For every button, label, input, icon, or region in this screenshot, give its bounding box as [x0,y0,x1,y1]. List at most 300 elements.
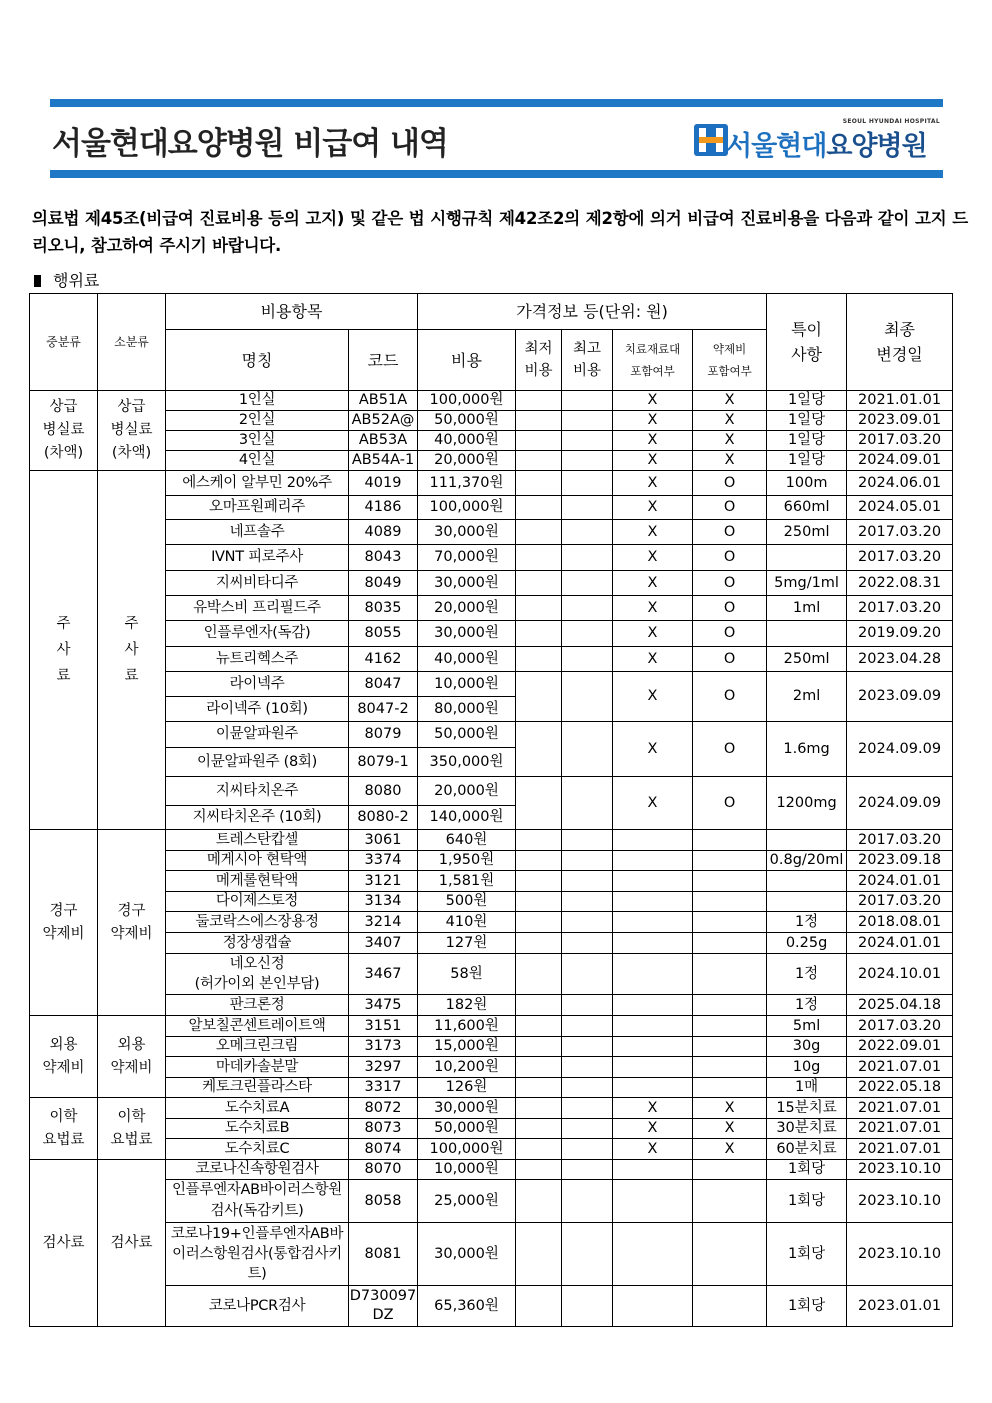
table-row [30,431,953,451]
item-material [613,1180,693,1223]
item-name: 케토크린플라스타 [166,1078,349,1098]
item-cost: 10,000원 [418,1160,516,1180]
logo-korean-text: 서울현대요양병원 [726,131,927,162]
item-date: 2021.07.01 [847,1139,953,1160]
item-material: X [613,621,693,647]
item-cost: 11,600원 [418,1016,516,1037]
item-date: 2024.09.09 [847,722,953,777]
table-row [30,1160,953,1180]
item-name: 코로나신속항원검사 [166,1160,349,1180]
item-name: 지씨타치온주 (10회) [166,806,349,830]
item-min [516,830,562,851]
header-major: 중분류 [30,294,98,391]
item-drug: O [693,722,767,777]
item-cost: 350,000원 [418,748,516,777]
table-row [30,851,953,871]
item-min [516,596,562,621]
table-row [30,1057,953,1078]
item-cost: 20,000원 [418,777,516,806]
item-date: 2021.07.01 [847,1119,953,1139]
item-max [562,672,613,722]
item-code: 3214 [349,912,418,933]
item-max [562,411,613,431]
item-code: 4186 [349,496,418,520]
item-cost: 40,000원 [418,647,516,672]
major-category: 검사료 [30,1160,98,1327]
item-name: 이뮨알파원주 (8회) [166,748,349,777]
item-drug: O [693,545,767,571]
item-code: 8049 [349,571,418,596]
item-max [562,1180,613,1223]
item-note: 1일당 [767,411,847,431]
item-note: 1200mg [767,777,847,830]
item-code: 8079-1 [349,748,418,777]
item-drug [693,830,767,851]
item-note: 1일당 [767,431,847,451]
item-note: 250ml [767,647,847,672]
item-min [516,520,562,545]
item-min [516,647,562,672]
item-drug [693,892,767,912]
item-cost: 1,581원 [418,871,516,892]
item-date: 2024.01.01 [847,871,953,892]
item-code: 3121 [349,871,418,892]
table-row [30,545,953,571]
table-row [30,621,953,647]
item-code: 8080 [349,777,418,806]
minor-category: 경구 약제비 [98,830,166,1016]
item-note: 15분치료 [767,1098,847,1119]
item-drug [693,912,767,933]
item-max [562,777,613,830]
item-note [767,545,847,571]
item-min [516,411,562,431]
item-date: 2023.09.18 [847,851,953,871]
item-name: IVNT 피로주사 [166,545,349,571]
item-min [516,1223,562,1286]
item-note: 100m [767,471,847,496]
item-name: 오마프원페리주 [166,496,349,520]
item-max [562,1078,613,1098]
item-min [516,451,562,471]
item-drug: X [693,391,767,411]
header-item-group: 비용항목 [166,294,418,330]
item-date: 2023.09.09 [847,672,953,722]
table-row [30,912,953,933]
item-name: 지씨비타디주 [166,571,349,596]
item-max [562,545,613,571]
item-drug [693,1286,767,1327]
item-cost: 182원 [418,995,516,1016]
item-cost: 30,000원 [418,571,516,596]
item-material: X [613,596,693,621]
item-material: X [613,451,693,471]
item-max [562,1160,613,1180]
header-cost: 비용 [418,330,516,391]
item-code: 8079 [349,722,418,748]
item-name: 3인실 [166,431,349,451]
header-minor: 소분류 [98,294,166,391]
item-name: 판크론정 [166,995,349,1016]
item-code: 3061 [349,830,418,851]
item-drug [693,1180,767,1223]
item-date: 2024.10.01 [847,954,953,995]
item-code: AB51A [349,391,418,411]
item-min [516,471,562,496]
item-drug: O [693,571,767,596]
header-updated: 최종 변경일 [847,294,953,391]
item-cost: 70,000원 [418,545,516,571]
major-category: 상급 병실료 (차액) [30,391,98,471]
item-date: 2024.09.09 [847,777,953,830]
item-date: 2021.01.01 [847,391,953,411]
item-name: 지씨타치온주 [166,777,349,806]
minor-category: 이학 요법료 [98,1098,166,1160]
item-min [516,1037,562,1057]
item-note: 30g [767,1037,847,1057]
item-cost: 500원 [418,892,516,912]
item-date: 2024.01.01 [847,933,953,954]
item-cost: 58원 [418,954,516,995]
item-code: 8073 [349,1119,418,1139]
item-drug: X [693,1139,767,1160]
item-note [767,830,847,851]
item-name: 1인실 [166,391,349,411]
item-name: 도수치료B [166,1119,349,1139]
item-max [562,912,613,933]
item-date: 2021.07.01 [847,1098,953,1119]
item-note: 0.8g/20ml [767,851,847,871]
header-max: 최고 비용 [562,330,613,391]
item-note: 1ml [767,596,847,621]
table-row [30,1180,953,1223]
item-min [516,1119,562,1139]
item-material [613,1057,693,1078]
item-code: 4089 [349,520,418,545]
item-date: 2023.10.10 [847,1223,953,1286]
item-drug [693,851,767,871]
item-material [613,912,693,933]
item-date: 2017.03.20 [847,431,953,451]
item-name: 에스케이 알부민 20%주 [166,471,349,496]
item-max [562,1057,613,1078]
table-row [30,995,953,1016]
item-material: X [613,672,693,722]
major-category: 외용 약제비 [30,1016,98,1098]
item-max [562,722,613,777]
item-material: X [613,571,693,596]
item-material [613,954,693,995]
item-cost: 100,000원 [418,391,516,411]
table-row [30,871,953,892]
item-cost: 111,370원 [418,471,516,496]
item-min [516,954,562,995]
item-code: AB54A-1 [349,451,418,471]
item-max [562,1223,613,1286]
hospital-logo [682,118,942,162]
item-material: X [613,647,693,672]
item-name: 네오신정 (허가이외 본인부담) [166,954,349,995]
item-code: 8058 [349,1180,418,1223]
item-code: 8070 [349,1160,418,1180]
item-code: 3134 [349,892,418,912]
item-date: 2023.10.10 [847,1160,953,1180]
major-category: 이학 요법료 [30,1098,98,1160]
item-cost: 30,000원 [418,621,516,647]
table-row [30,830,953,851]
item-note: 2ml [767,672,847,722]
item-drug [693,1160,767,1180]
item-code: 8047-2 [349,697,418,722]
item-code: 3467 [349,954,418,995]
table-row [30,954,953,995]
item-max [562,1286,613,1327]
item-code: 8043 [349,545,418,571]
item-note [767,892,847,912]
table-row [30,722,953,748]
table-row [30,1016,953,1037]
item-max [562,933,613,954]
item-code: 3297 [349,1057,418,1078]
item-material: X [613,1098,693,1119]
item-name: 알보칠콘센트레이트액 [166,1016,349,1037]
item-cost: 1,950원 [418,851,516,871]
item-max [562,520,613,545]
item-drug: X [693,1098,767,1119]
item-date: 2017.03.20 [847,830,953,851]
item-material: X [613,431,693,451]
item-min [516,1098,562,1119]
item-max [562,871,613,892]
item-min [516,391,562,411]
table-row [30,451,953,471]
item-material [613,892,693,912]
item-material: X [613,722,693,777]
item-cost: 15,000원 [418,1037,516,1057]
item-cost: 25,000원 [418,1180,516,1223]
item-material [613,933,693,954]
item-min [516,871,562,892]
item-material: X [613,471,693,496]
item-code: 3407 [349,933,418,954]
item-max [562,1139,613,1160]
item-drug [693,954,767,995]
item-drug: O [693,596,767,621]
item-min [516,1078,562,1098]
item-date: 2023.01.01 [847,1286,953,1327]
item-note: 1정 [767,954,847,995]
item-max [562,471,613,496]
item-drug [693,933,767,954]
item-min [516,1016,562,1037]
item-min [516,995,562,1016]
item-code: 8081 [349,1223,418,1286]
item-material [613,1160,693,1180]
item-code: 8055 [349,621,418,647]
item-note: 1매 [767,1078,847,1098]
table-row [30,1119,953,1139]
item-name: 도수치료A [166,1098,349,1119]
item-max [562,851,613,871]
item-material: X [613,1139,693,1160]
fee-table [29,293,953,1327]
item-drug: X [693,451,767,471]
item-note [767,871,847,892]
item-drug: X [693,431,767,451]
section-heading: 행위료 [34,268,99,291]
item-max [562,830,613,851]
header-price-group: 가격정보 등(단위: 원) [418,294,767,330]
item-date: 2017.03.20 [847,545,953,571]
item-note: 1일당 [767,451,847,471]
item-date: 2022.05.18 [847,1078,953,1098]
item-max [562,995,613,1016]
item-drug [693,1057,767,1078]
item-code: 4162 [349,647,418,672]
item-name: 오메크린크림 [166,1037,349,1057]
minor-category: 검사료 [98,1160,166,1327]
item-cost: 50,000원 [418,1119,516,1139]
item-material [613,1286,693,1327]
item-cost: 100,000원 [418,1139,516,1160]
item-note: 660ml [767,496,847,520]
item-name: 2인실 [166,411,349,431]
item-note: 5ml [767,1016,847,1037]
item-code: 3173 [349,1037,418,1057]
item-max [562,496,613,520]
item-min [516,933,562,954]
header-top-rule [50,99,943,107]
item-material [613,830,693,851]
item-material [613,1037,693,1057]
header-drug: 약제비 포함여부 [693,330,767,391]
item-material: X [613,545,693,571]
item-name: 라이넥주 (10회) [166,697,349,722]
item-note: 1회당 [767,1286,847,1327]
item-code: 8080-2 [349,806,418,830]
header-material: 치료재료대 포함여부 [613,330,693,391]
table-row [30,777,953,806]
table-row [30,1037,953,1057]
item-min [516,892,562,912]
item-cost: 30,000원 [418,520,516,545]
item-drug: O [693,471,767,496]
item-min [516,1180,562,1223]
item-max [562,954,613,995]
item-drug: O [693,647,767,672]
item-min [516,722,562,777]
item-name: 유박스비 프리필드주 [166,596,349,621]
item-max [562,431,613,451]
table-row [30,596,953,621]
item-name: 트레스탄캅셀 [166,830,349,851]
item-min [516,1160,562,1180]
item-name: 정장생캡슐 [166,933,349,954]
item-cost: 20,000원 [418,596,516,621]
item-material: X [613,1119,693,1139]
item-code: AB52A@ [349,411,418,431]
minor-category: 외용 약제비 [98,1016,166,1098]
item-date: 2024.06.01 [847,471,953,496]
item-name: 라이넥주 [166,672,349,697]
item-drug [693,871,767,892]
item-name: 다이제스토정 [166,892,349,912]
item-note: 1회당 [767,1160,847,1180]
item-max [562,621,613,647]
table-row [30,411,953,431]
item-name: 네프솔주 [166,520,349,545]
item-material [613,1078,693,1098]
item-cost: 100,000원 [418,496,516,520]
item-drug: O [693,777,767,830]
table-row [30,933,953,954]
minor-category: 주 사 료 [98,471,166,830]
item-min [516,571,562,596]
item-material: X [613,496,693,520]
item-cost: 30,000원 [418,1098,516,1119]
item-name: 이뮨알파원주 [166,722,349,748]
item-note: 250ml [767,520,847,545]
item-name: 뉴트리헥스주 [166,647,349,672]
item-code: AB53A [349,431,418,451]
item-date: 2019.09.20 [847,621,953,647]
item-drug [693,1016,767,1037]
item-max [562,1016,613,1037]
item-cost: 140,000원 [418,806,516,830]
item-material: X [613,520,693,545]
bullet-square-icon [34,275,41,287]
table-row [30,496,953,520]
item-date: 2022.09.01 [847,1037,953,1057]
table-row [30,571,953,596]
item-drug [693,1037,767,1057]
item-material: X [613,391,693,411]
item-name: 도수치료C [166,1139,349,1160]
item-max [562,892,613,912]
item-cost: 410원 [418,912,516,933]
hospital-h-icon [694,124,728,156]
item-max [562,596,613,621]
item-date: 2017.03.20 [847,892,953,912]
item-drug: O [693,672,767,722]
item-drug: O [693,621,767,647]
item-name: 둘코락스에스장용정 [166,912,349,933]
item-max [562,1098,613,1119]
table-row [30,1223,953,1286]
item-note: 1.6mg [767,722,847,777]
item-max [562,391,613,411]
item-note: 1회당 [767,1223,847,1286]
item-material [613,1223,693,1286]
table-row [30,892,953,912]
item-material [613,871,693,892]
item-note [767,621,847,647]
item-code: 3317 [349,1078,418,1098]
header-bottom-rule [50,170,943,178]
item-note: 1정 [767,912,847,933]
item-code: 8074 [349,1139,418,1160]
item-cost: 126원 [418,1078,516,1098]
item-max [562,451,613,471]
item-note: 60분치료 [767,1139,847,1160]
item-date: 2025.04.18 [847,995,953,1016]
item-min [516,672,562,722]
item-date: 2017.03.20 [847,1016,953,1037]
item-cost: 50,000원 [418,411,516,431]
item-material: X [613,777,693,830]
item-date: 2017.03.20 [847,520,953,545]
item-cost: 10,000원 [418,672,516,697]
